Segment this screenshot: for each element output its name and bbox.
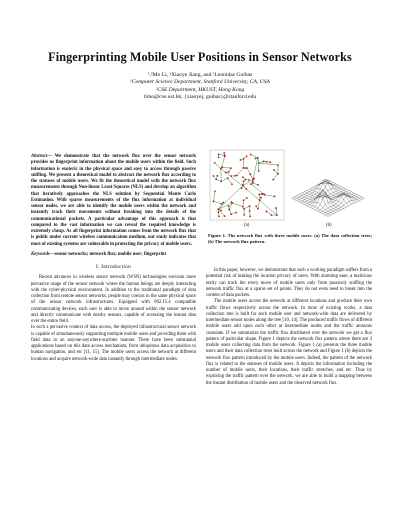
sensor-node: [223, 152, 225, 154]
sensor-node: [266, 211, 268, 213]
keywords-label: Keywords: [31, 251, 50, 257]
sensor-node: [275, 207, 277, 209]
sensor-node: [242, 176, 244, 178]
sensor-node: [245, 188, 247, 190]
sensor-node: [234, 175, 236, 177]
sensor-node: [218, 153, 220, 155]
sensor-node: [224, 154, 226, 156]
sensor-node: [272, 179, 274, 181]
sensor-node: [250, 154, 252, 156]
sensor-node: [244, 167, 246, 169]
keywords: [31, 252, 196, 258]
right-paragraph-1: In this paper, however, we demonstrate that such a working paradigm suffers from a potential risk of leaking the location privacy of users. With alarming ease, a malicious entity can track the every move of mobile users only from passively sniffing the network traffic flux at a sparse set of points. They do not even need to break into the content of data packets.: [206, 268, 372, 298]
sensor-node: [224, 215, 226, 217]
figure-1-caption: Figure 1. The network flux with three mobile users. (a) The data collection trees; (b) The network flux pattern.: [208, 233, 372, 244]
figure-1a-tree-network: [210, 150, 284, 220]
sensor-node: [220, 210, 222, 212]
sensor-node: [249, 210, 251, 212]
sensor-node: [257, 208, 259, 210]
sensor-node: [274, 195, 276, 197]
author-emails: limo@cse.ust.hk, {xiaoyej, guibas}@stanford.edu: [143, 94, 257, 101]
abstract-label: Abstract: [31, 154, 48, 159]
sensor-node: [246, 197, 248, 199]
intro-paragraph-2: In such a pervasive context of data access, the deployed infrastructural sensor network is capable of simultaneously supporting multiple mobile users and providing them with field data in an anyone-anywhere-anytime manner. There have been substantial applications based on this data access mechanism, from ubiquitous data acquisition to human navigation, and etc [11, 15]. The mobile users access the network at different locations and acquire network-wide data instantly through intermediate nodes.: [31, 325, 196, 362]
sensor-node: [258, 170, 260, 172]
sensor-node: [218, 215, 220, 217]
sensor-node: [243, 180, 245, 182]
surface-gridline: [320, 181, 356, 202]
intro-paragraph-1: Recent advances in wireless sensor network (WSN) technologies envision more pervasive usage of the sensor network where the human beings are deeply interacting with the cyber-physical environment. In addition to the traditional paradigm of data collection from remote sensor networks, people may coexist in the same physical space of the sensor network infrastructures. Equipped with 802.15.4 compatible communicating devices, each user is able to move around within the sensor network and directly communicate with nearby sensors, capable of accessing the instant data over the entire field.: [31, 275, 196, 324]
sensor-node: [258, 162, 260, 164]
surface-gridline: [323, 196, 359, 214]
sensor-node: [230, 167, 232, 169]
sensor-node: [259, 199, 261, 201]
sensor-node: [240, 159, 242, 161]
author-names: ¹,²Mo Li, ¹Xiaoye Jiang, and ¹Leonidas Guibas: [147, 72, 253, 78]
sensor-node: [235, 212, 237, 214]
sensor-node: [243, 199, 245, 201]
surface-gridline: [328, 198, 364, 216]
surface-gridline: [297, 196, 333, 214]
figure-1-graphics: [208, 148, 372, 232]
affiliation-1: ¹Computer Science Department, Stanford University, CA, USA: [130, 79, 270, 86]
figure-1: [208, 148, 372, 232]
sensor-node: [269, 161, 271, 163]
sensor-node: [225, 172, 227, 174]
sensor-node: [223, 202, 225, 204]
sensor-node: [218, 156, 220, 158]
sensor-node: [252, 180, 254, 182]
sensor-node: [260, 197, 262, 199]
sensor-node: [230, 201, 232, 203]
sensor-node: [276, 214, 278, 216]
sensor-node: [241, 187, 243, 189]
sensor-node: [214, 162, 216, 164]
sensor-node: [213, 175, 215, 177]
sensor-node: [213, 201, 215, 203]
sensor-node: [228, 209, 230, 211]
sensor-node: [228, 171, 230, 173]
affiliation-2: ²CSE Department, HKUST, Hong Kong: [155, 86, 245, 93]
sensor-node: [277, 173, 279, 175]
right-paragraph-2: The mobile users access the network at different locations and produce their own traffic flows respectively across the network. In most of existing works, a data collection tree is built for each mobile user and network-wide data are delivered by intermediate sensor nodes along the tree [10, 14]. The produced traffic flows of different mobile users add upon each other at intermediate nodes and the traffic amounts cumulate. If we summarize the traffic flux distributed over the network we get a flux pattern of particular shape. Figure 1 depicts the network flux pattern where there are 3 mobile users collecting data from the network. Figure 1 (a) presents the three mobile users and their data collection trees built across the network and Figure 1 (b) depicts the network flux pattern introduced by the mobile users. Indeed, the pattern of the network flux is related to the statuses of mobile users. It depicts the information including the number of mobile users, their locations, their traffic stretches, and etc. Thus by exploring the traffic pattern over the network, we are able to build a mapping between the instant distribution of mobile users and the observed network flux.: [206, 299, 372, 386]
sensor-node: [249, 173, 251, 175]
sensor-node: [249, 205, 251, 207]
sensor-node: [216, 175, 218, 177]
sensor-node: [258, 194, 260, 196]
sensor-node: [270, 214, 272, 216]
sensor-node: [214, 191, 216, 193]
abstract: [31, 154, 196, 248]
sensor-node: [243, 208, 245, 210]
sensor-node: [246, 155, 248, 157]
sensor-node: [263, 193, 265, 195]
sensor-node: [236, 175, 238, 177]
sensor-node: [243, 214, 245, 216]
sensor-node: [266, 161, 268, 163]
sensor-node: [250, 183, 252, 185]
sensor-node: [252, 182, 254, 184]
surface-gridline: [294, 197, 330, 215]
sensor-node: [255, 158, 257, 160]
sensor-node: [227, 177, 229, 179]
left-column: [31, 154, 196, 363]
sensor-node: [257, 184, 259, 186]
sensor-node: [243, 158, 245, 160]
sensor-node: [255, 205, 257, 207]
surface-gridline: [310, 189, 346, 207]
sensor-node: [218, 211, 220, 213]
sensor-node: [248, 179, 250, 181]
right-column: [206, 268, 372, 387]
sensor-node: [215, 178, 217, 180]
sensor-node: [220, 168, 222, 170]
sensor-node: [245, 179, 247, 181]
sensor-node: [261, 193, 263, 195]
sensor-node: [277, 164, 279, 166]
sensor-node: [263, 161, 265, 163]
abstract-text: — We demonstrate that the network flux over the sensor network provides us fingerprint information about the mobile users within the field. Such information is exoteric in the physical space and easy to access through passive sniffing. We present a theoretical model to abstract the network flux according to the statuses of mobile users. We fit the theoretical model with the network flux measurements through Non-linear Least Squares (NLS) and develop an algorithm that iteratively approaches the NLS solution by Sequential Monte Carlo Estimation. With sparse measurements of the flux information at individual sensor nodes, we are able to identify the mobile users within the network and instantly track their movements without breaking into the details of the communicational packets. A particular advantage of this approach is that compared to the vast information we can reveal the required knowledge is extremely cheap. As all fingerprint information comes from the network flux that is public under current wireless communication medium, our study indicates that most of existing systems are vulnerable in protecting the privacy of mobile users.: [31, 154, 196, 247]
sensor-node: [230, 213, 232, 215]
figure-1a-label: (a): [244, 223, 250, 228]
sensor-node: [257, 157, 259, 159]
sensor-node: [217, 208, 219, 210]
figure-1b-label: (b): [326, 223, 332, 228]
sensor-node: [242, 167, 244, 169]
sensor-node: [246, 167, 248, 169]
sensor-node: [253, 178, 255, 180]
sensor-node: [273, 169, 275, 171]
sensor-node: [242, 184, 244, 186]
author-block: [0, 72, 400, 102]
sensor-node: [230, 175, 232, 177]
sensor-node: [242, 206, 244, 208]
sensor-node: [249, 215, 251, 217]
sensor-node: [231, 183, 233, 185]
sensor-node: [220, 181, 222, 183]
sensor-node: [228, 205, 230, 207]
paper-title: Fingerprinting Mobile User Positions in Sensor Networks: [48, 50, 352, 64]
keywords-text: —sensor networks; network flux; mobile user; fingerprint: [49, 251, 167, 257]
sensor-node: [221, 166, 223, 168]
figure-1b-flux-surface: [292, 179, 365, 216]
section-heading-introduction: I. Introduction: [95, 264, 132, 270]
sensor-node: [221, 203, 223, 205]
